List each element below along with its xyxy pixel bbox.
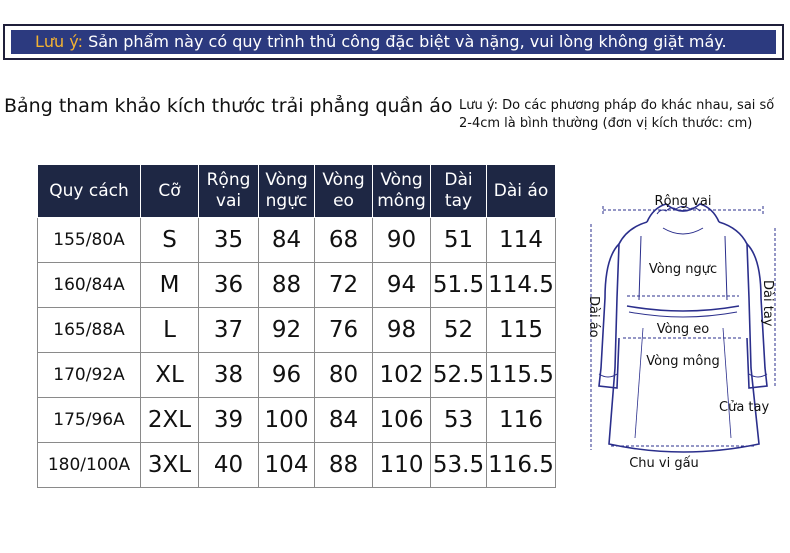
- table-cell: 68: [315, 218, 373, 263]
- table-cell: 98: [373, 308, 431, 353]
- table-cell: 106: [373, 398, 431, 443]
- label-cuff: Cửa tay: [719, 400, 770, 415]
- table-header-row: [38, 165, 556, 218]
- garment-diagram: [583, 188, 783, 478]
- table-header-cell: Cỡ: [141, 165, 199, 218]
- table-cell: 92: [259, 308, 315, 353]
- table-cell: XL: [141, 353, 199, 398]
- table-header-cell: Vòng eo: [315, 165, 373, 218]
- table-cell: 80: [315, 353, 373, 398]
- table-cell: L: [141, 308, 199, 353]
- table-cell: 110: [373, 443, 431, 488]
- table-header-cell: Dài áo: [487, 165, 556, 218]
- table-body: [38, 218, 556, 488]
- table-cell: 114: [487, 218, 556, 263]
- table-cell: 39: [199, 398, 259, 443]
- table-header-cell: Quy cách: [38, 165, 141, 218]
- notice-text-box: [11, 30, 776, 54]
- table-cell: 94: [373, 263, 431, 308]
- table-header-cell: Vòng mông: [373, 165, 431, 218]
- table-cell: 100: [259, 398, 315, 443]
- table-row: [38, 308, 556, 353]
- table-cell: 115.5: [487, 353, 556, 398]
- table-cell: 37: [199, 308, 259, 353]
- table-cell: 3XL: [141, 443, 199, 488]
- table-header-cell: Dài tay: [431, 165, 487, 218]
- label-sleeve: Dài tay: [760, 280, 775, 327]
- table-cell: 96: [259, 353, 315, 398]
- table-cell: 84: [259, 218, 315, 263]
- table-cell: 90: [373, 218, 431, 263]
- spec-cell: 155/80A: [38, 218, 141, 263]
- table-cell: 53.5: [431, 443, 487, 488]
- table-cell: 102: [373, 353, 431, 398]
- spec-cell: 170/92A: [38, 353, 141, 398]
- table-cell: 40: [199, 443, 259, 488]
- notice-text: Sản phẩm này có quy trình thủ công đặc biệt và nặng, vui lòng không giặt máy.: [88, 32, 727, 51]
- table-cell: 72: [315, 263, 373, 308]
- table-cell: 76: [315, 308, 373, 353]
- table-cell: 35: [199, 218, 259, 263]
- table-cell: S: [141, 218, 199, 263]
- spec-cell: 160/84A: [38, 263, 141, 308]
- table-cell: 84: [315, 398, 373, 443]
- spec-cell: 180/100A: [38, 443, 141, 488]
- table-cell: 104: [259, 443, 315, 488]
- table-cell: 115: [487, 308, 556, 353]
- table-cell: 51.5: [431, 263, 487, 308]
- table-cell: 2XL: [141, 398, 199, 443]
- table-cell: 88: [315, 443, 373, 488]
- table-cell: 51: [431, 218, 487, 263]
- table-cell: 116.5: [487, 443, 556, 488]
- table-header-cell: Rộng vai: [199, 165, 259, 218]
- table-header-cell: Vòng ngực: [259, 165, 315, 218]
- table-cell: M: [141, 263, 199, 308]
- notice-banner: [3, 24, 784, 60]
- measurement-note: Lưu ý: Do các phương pháp đo khác nhau, sai số 2-4cm là bình thường (đơn vị kích thước: cm): [459, 98, 775, 131]
- label-hip: Vòng mông: [646, 354, 720, 369]
- table-cell: 116: [487, 398, 556, 443]
- label-chest: Vòng ngực: [648, 262, 718, 277]
- spec-cell: 165/88A: [38, 308, 141, 353]
- table-cell: 52: [431, 308, 487, 353]
- spec-cell: 175/96A: [38, 398, 141, 443]
- table-row: [38, 443, 556, 488]
- size-table: [37, 164, 556, 488]
- table-cell: 114.5: [487, 263, 556, 308]
- label-waist: Vòng eo: [656, 322, 710, 337]
- table-cell: 53: [431, 398, 487, 443]
- table-cell: 38: [199, 353, 259, 398]
- table-cell: 88: [259, 263, 315, 308]
- size-chart-title: Bảng tham khảo kích thước trải phẳng quần áo: [4, 95, 453, 117]
- table-row: [38, 353, 556, 398]
- table-row: [38, 218, 556, 263]
- notice-prefix: Lưu ý:: [35, 32, 83, 51]
- label-shoulder: Rộng vai: [654, 194, 712, 209]
- table-cell: 36: [199, 263, 259, 308]
- table-cell: 52.5: [431, 353, 487, 398]
- label-hem: Chu vi gấu: [629, 456, 699, 471]
- label-length: Dài áo: [586, 296, 601, 338]
- table-row: [38, 263, 556, 308]
- table-row: [38, 398, 556, 443]
